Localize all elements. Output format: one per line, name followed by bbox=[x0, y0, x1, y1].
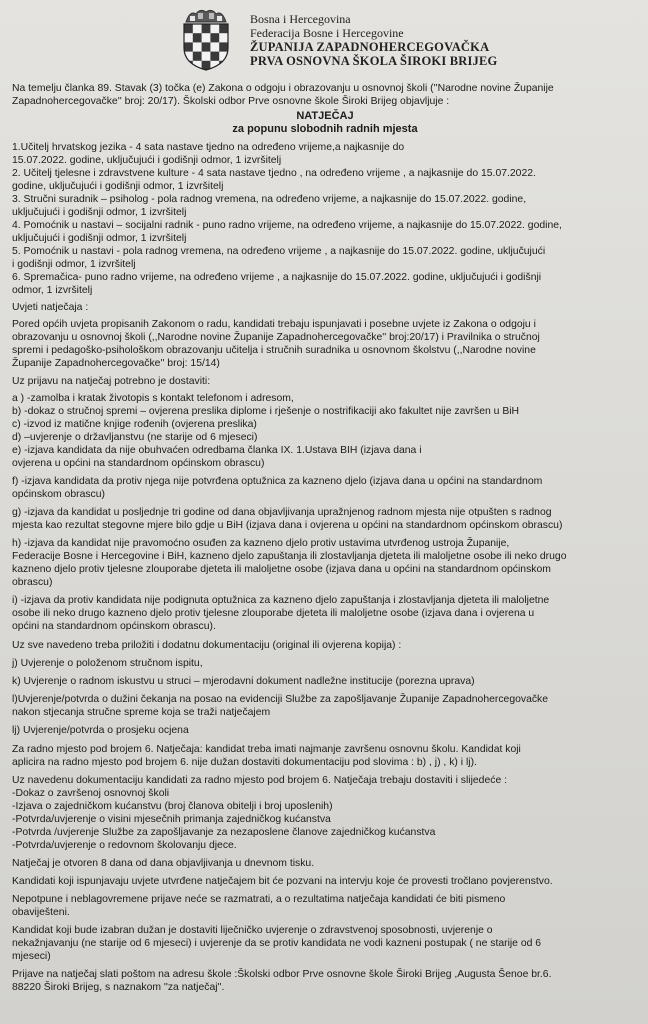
document-item-k: k) Uvjerenje o radnom iskustvu u struci – mjerodavni dokument nadležne institucije (porezna uprava) bbox=[12, 676, 475, 687]
position-item: 3. Stručni suradnik – psiholog - pola radnog vremena, na određeno vrijeme, a najkasnije do 15.07.2022. godine, uključujući i godišnji odmor, 1 izvršitelj bbox=[12, 194, 527, 218]
open-period-note: Natječaj je otvoren 8 dana od dana objavljivanja u dnevnom tisku. bbox=[12, 858, 315, 869]
position-6-note: Za radno mjesto pod brojem 6. Natječaja: kandidat treba imati najmanje završenu osnovnu školu. Kandidat koji aplicira na radno mjesto pod brojem 6. nije dužan dostaviti dokumentaciju pod slovima : b) , j) , k) i lj). bbox=[12, 744, 521, 768]
position-item: 1.Učitelj hrvatskog jezika - 4 sata nastave tjedno na određeno vrijeme,a najkasnije do 15.07.2022. godine, uključujući i godišnji odmor, 1 izvršitelj bbox=[12, 142, 405, 166]
position-item: 6. Spremačica- puno radno vrijeme, na određeno vrijeme , a najkasnije do 15.07.2022. godine, uključujući i godišnji odmor, 1 izvršitelj bbox=[12, 272, 542, 296]
document-item-g: g) -izjava da kandidat u posljednje tri godine od dana objavljivanja upražnjenog radnom mjesta nije otpušten s radnog mjesta kao rezultat stegovne mjere bilo gdje u BiH (izjava dana i ovjerena u općini na standardnom općinskom obrascu) bbox=[12, 507, 563, 531]
header-line-canton: ŽUPANIJA ZAPADNOHERCEGOVAČKA bbox=[250, 40, 490, 54]
documents-heading: Uz prijavu na natječaj potrebno je dostaviti: bbox=[12, 376, 211, 387]
documents-list-a-e: a ) -zamolba i kratak životopis s kontakt telefonom i adresom, b) -dokaz o stručnoj spremi – ovjerena preslika diplome i rješenje o nostrifikaciji ako fakultet nije završen u BiH c) -izvod iz matične knjige rođenih (ovjerena preslika) d) –uvjerenje o državljanstvu (ne starije od 6 mjeseci) e) -izjava kandidata da nije obuhvaćen odredbama članka IX. 1.Ustava BIH (izjava dana i ovjerena u općini na standardnom općinskom obrascu) bbox=[12, 393, 520, 469]
document-header bbox=[0, 6, 648, 76]
interview-note: Kandidati koji ispunjavaju uvjete utvrđene natječajem bit će pozvani na intervju koje će provesti tročlano povjerenstvo. bbox=[12, 876, 553, 887]
position-6-documents: Uz navedenu dokumentaciju kandidati za radno mjesto pod brojem 6. Natječaja trebaju dostaviti i slijedeće : -Dokaz o završenoj osnovnoj školi -Izjava o zajedničkom kućanstvu (broj članova obitelji i broj uposlenih) -Potvrda/uvjerenje o visini mjesečnih primanja zajedničkog kućanstva -Potvrda /uvjerenje Službe za zapošljavanje za nezaposlene članove zajedničkog kućanstva -Potvrda/uvjerenje o redovnom školovanju djece. bbox=[12, 775, 507, 851]
position-item: 2. Učitelj tjelesne i zdravstvene kulture - 4 sata nastave tjedno , na određeno vrijeme , a najkasnije do 15.07.2022. godine, uključujući i godišnji odmor, 1 izvršitelj bbox=[12, 168, 536, 192]
medical-certificate-note: Kandidat koji bude izabran dužan je dostaviti liječničko uvjerenje o zdravstvenoj sposobnosti, uvjerenje o nekažnjavanju (ne starije od 6 mjeseci) i uvjerenje da se protiv kandidata ne vodi kazneni postupak ( ne starije od 6 mjeseci) bbox=[12, 925, 542, 962]
document-item-i: i) -izjava da protiv kandidata nije podignuta optužnica za kazneno djelo zapuštanja i zlostavljanja djeteta ili maloljetne osobe ili neko drugo kazneno djelo protiv tjelesne zlouporabe djeteta ili maloljetne osobe (izjava dana i ovjerena u općini na standardnom općinskom obrascu). bbox=[12, 595, 550, 632]
document-subtitle: za popunu slobodnih radnih mjesta bbox=[232, 123, 418, 135]
header-text bbox=[250, 12, 497, 68]
document-title: NATJEČAJ bbox=[296, 110, 354, 122]
mailing-address-note: Prijave na natječaj slati poštom na adresu škole :Školski odbor Prve osnovne škole Široki Brijeg ,Augusta Šenoe br.6. 88220 Široki Brijeg, s naznakom ''za natječaj''. bbox=[12, 969, 552, 993]
document-item-f: f) -izjava kandidata da protiv njega nije potvrđena optužnica za kazneno djelo (izjava dana u općini na standardnom općinskom obrascu) bbox=[12, 476, 543, 500]
document-item-h: h) -izjava da kandidat nije pravomoćno osuđen za kazneno djelo protiv ustavima utvrđenog ustroja Županije, Federacije Bosne i Hercegovine i BiH, kazneno djelo zapuštanja ili zlostavljanja djeteta ili maloljetne osobe ili neko drugo kazneno djelo protiv tjelesne zlouporabe djeteta ili maloljetne osobe (izjava dana u općini na standardnom općinskom obrascu) bbox=[12, 538, 567, 588]
document-item-l: l)Uvjerenje/potvrda o dužini čekanja na posao na evidenciji Službe za zapošljavanje Županije Zapadnohercegovačke nakon stjecanja stručne spreme koja se traži natječajem bbox=[12, 694, 549, 718]
document-item-lj: lj) Uvjerenje/potvrda o prosjeku ocjena bbox=[12, 725, 189, 736]
positions-list bbox=[12, 141, 638, 297]
coat-of-arms-icon bbox=[178, 8, 234, 72]
incomplete-applications-note: Nepotpune i neblagovremene prijave neće se razmatrati, a o rezultatima natječaja kandidati će biti pismeno obaviješteni. bbox=[12, 894, 506, 918]
conditions-paragraph: Pored općih uvjeta propisanih Zakonom o radu, kandidati trebaju ispunjavati i posebne uvjete iz Zakona o odgoju i obrazovanju u osnovnoj školi (,,Narodne novine Županije Zapadnohercegovačke'' broj:20/17) i Pravilnika o stručnoj spremi i pedagoško-psihološkom obrazovanju učitelja i stručnih suradnika u osnovnom školstvu (,,Narodne novine Županije Zapadnohercegovačke'' broj: 15/14) bbox=[12, 319, 540, 369]
document-body bbox=[12, 82, 638, 994]
conditions-heading: Uvjeti natječaja : bbox=[12, 302, 89, 313]
position-item: 4. Pomoćnik u nastavi – socijalni radnik - puno radno vrijeme, na određeno vrijeme, a najkasnije do 15.07.2022. godine, uključujući i godišnji odmor, 1 izvršitelj bbox=[12, 220, 562, 244]
header-line-country: Bosna i Hercegovina bbox=[250, 12, 351, 26]
position-item: 5. Pomoćnik u nastavi - pola radnog vremena, na određeno vrijeme , a najkasnije do 15.07.2022. godine, uključujući i godišnji odmor, 1 izvršitelj bbox=[12, 246, 546, 270]
additional-docs-heading: Uz sve navedeno treba priložiti i dodatnu dokumentaciju (original ili ovjerena kopija) : bbox=[12, 640, 402, 651]
header-line-federation: Federacija Bosne i Hercegovine bbox=[250, 26, 404, 40]
document-item-j: j) Uvjerenje o položenom stručnom ispitu, bbox=[12, 658, 203, 669]
header-line-school: PRVA OSNOVNA ŠKOLA ŠIROKI BRIJEG bbox=[250, 54, 498, 68]
intro-paragraph: Na temelju članka 89. Stavak (3) točka (e) Zakona o odgoju i obrazovanju u osnovnoj školi (''Narodne novine Županije Zapadnohercegovačke'' broj: 20/17). Školski odbor Prve osnovne škole Široki Brijeg objavljuje : bbox=[12, 83, 554, 107]
